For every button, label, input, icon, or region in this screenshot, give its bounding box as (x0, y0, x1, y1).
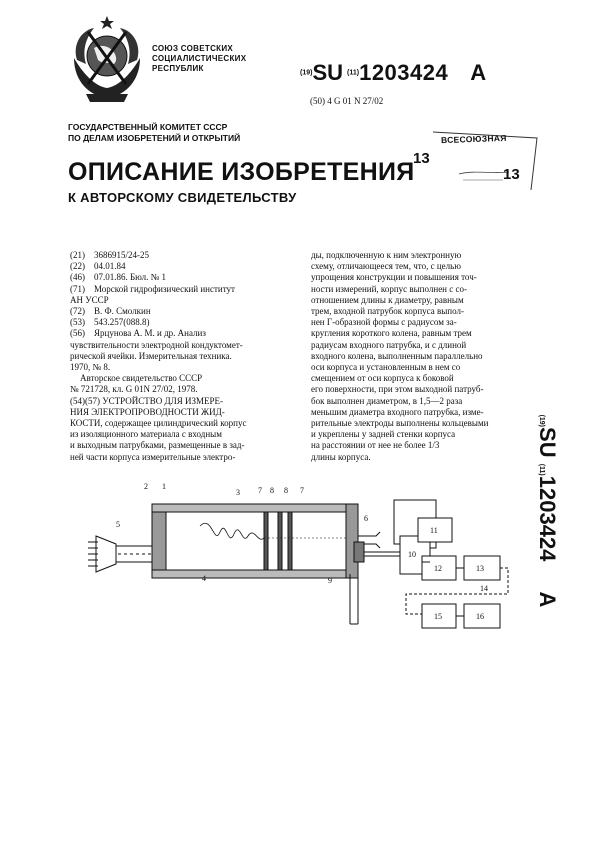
biblio-text: Ярцунова А. М. и др. Анализ (94, 328, 206, 339)
class-label: (50) 4 (310, 96, 332, 106)
biblio-text: УСТРОЙСТВО ДЛЯ ИЗМЕРЕ- (102, 395, 223, 406)
figure-label: 14 (480, 584, 488, 593)
claim-line: радиусам входного патрубка, и с длиной (311, 339, 467, 350)
stamp-number-right: 13 (503, 166, 520, 183)
figure-label: 5 (116, 520, 120, 529)
biblio-code: (53) (70, 317, 85, 328)
biblio-text: НИЯ ЭЛЕКТРОПРОВОДНОСТИ ЖИД- (70, 406, 225, 417)
number-label: (11) (347, 69, 360, 77)
biblio-line (70, 340, 300, 351)
country-line: СОЦИАЛИСТИЧЕСКИХ (152, 54, 247, 63)
claim-line: бок выполнен диаметром, в 1,5—2 раза (311, 395, 463, 406)
biblio-line (70, 407, 300, 418)
figure-label: 10 (408, 550, 416, 559)
claim-line: нен Г-образной формы с радиусом за- (311, 317, 457, 328)
biblio-line (70, 351, 300, 362)
figure-label: 6 (364, 514, 368, 523)
biblio-text: рической ячейки. Измерительная техника. (70, 350, 232, 361)
country-line: РЕСПУБЛИК (152, 64, 204, 73)
biblio-text: 04.01.84 (94, 261, 126, 272)
biblio-code: (56) (70, 328, 85, 339)
biblio-line (70, 261, 300, 272)
patent-number: 1203424 (359, 60, 449, 85)
biblio-line (70, 418, 300, 429)
biblio-text: Морской гидрофизический институт (94, 283, 235, 294)
claim-line: длины корпуса. (311, 451, 371, 462)
bibliographic-data (70, 250, 300, 463)
ussr-emblem-icon (68, 14, 146, 104)
classification-line (310, 96, 383, 106)
biblio-line (70, 250, 300, 261)
biblio-line (70, 429, 300, 440)
claim-line: рительные электроды выполнены кольцевыми (311, 418, 489, 429)
biblio-text: ней части корпуса измерительные электро- (70, 451, 236, 462)
biblio-line (70, 328, 300, 339)
claim-line: упрощения конструкции и повышения точ- (311, 272, 477, 283)
biblio-code: (46) (70, 272, 85, 283)
biblio-line (70, 295, 300, 306)
figure-label: 16 (476, 612, 484, 621)
biblio-text: чувствительности электродной кондуктомет- (70, 339, 243, 350)
figure-label: 13 (476, 564, 484, 573)
claim-line: схему, отличающееся тем, что, с целью (311, 261, 461, 272)
biblio-line (70, 317, 300, 328)
stamp-title: ВСЕСОЮЗНАЯ (440, 132, 507, 146)
biblio-line (70, 306, 300, 317)
figure-label: 9 (328, 576, 332, 585)
biblio-text: № 721728, кл. G 01N 27/02, 1978. (70, 384, 198, 395)
document-title: ОПИСАНИЕ ИЗОБРЕТЕНИЯ (68, 158, 415, 186)
claim-line: отношением длины к диаметру, равным (311, 294, 464, 305)
figure-label: 8 (270, 486, 274, 495)
claim-line: смещением от оси корпуса к боковой (311, 373, 454, 384)
biblio-code: (71) (70, 283, 85, 294)
claim-line: меньшим диаметра входного патрубка, изме- (311, 406, 484, 417)
biblio-line (70, 284, 300, 295)
class-code: G 01 N 27/02 (334, 96, 384, 106)
country-code-label: (19) (300, 69, 313, 77)
claim-line: и укреплены у задней стенки корпуса (311, 429, 456, 440)
patent-kind: A (470, 60, 487, 85)
biblio-line (70, 272, 300, 283)
biblio-text: 3686915/24-25 (94, 250, 149, 260)
biblio-text: 1970, № 8. (70, 362, 111, 373)
library-stamp (413, 130, 541, 192)
side-country-code: SU (535, 427, 560, 458)
figure-label: 11 (430, 526, 438, 535)
biblio-text: из изоляционного материала с входным (70, 429, 222, 440)
biblio-code: (22) (70, 261, 85, 272)
country-code: SU (312, 60, 344, 85)
figure-label: 7 (300, 486, 304, 495)
biblio-text: КОСТИ, содержащее цилиндрический корпус (70, 418, 247, 429)
committee-name (68, 122, 240, 144)
document-subtitle: К АВТОРСКОМУ СВИДЕТЕЛЬСТВУ (68, 190, 297, 205)
biblio-text: 543.257(088.8) (94, 317, 150, 328)
biblio-text: АН УССР (70, 294, 109, 305)
committee-line: ПО ДЕЛАМ ИЗОБРЕТЕНИЙ И ОТКРЫТИЙ (68, 133, 241, 143)
biblio-code: (21) (70, 250, 85, 260)
claim-line: ности измерений, корпус выполнен с со- (311, 283, 467, 294)
biblio-text: и выходным патрубками, размещенные в зад- (70, 440, 245, 451)
claim-line: трем, входной патрубок корпуса выпол- (311, 306, 464, 317)
figure-label: 4 (202, 574, 206, 583)
biblio-code: (54)(57) (70, 395, 100, 406)
biblio-text: В. Ф. Смолкин (94, 306, 151, 317)
biblio-line (70, 373, 300, 384)
figure-label: 3 (236, 488, 240, 497)
biblio-text: 07.01.86. Бюл. № 1 (94, 272, 166, 283)
committee-line: ГОСУДАРСТВЕННЫЙ КОМИТЕТ СССР (68, 122, 228, 132)
side-patent-number-text: 1203424 (535, 475, 560, 562)
device-drawing (88, 474, 528, 654)
side-number-label: (11) (538, 463, 545, 476)
biblio-line (70, 452, 300, 463)
biblio-text: Авторское свидетельство СССР (80, 373, 203, 384)
figure-label: 12 (434, 564, 442, 573)
stamp-number-left: 13 (413, 150, 430, 167)
side-country-code-label: (19) (538, 414, 545, 428)
figure-label: 2 (144, 482, 148, 491)
side-patent-number (532, 366, 562, 656)
biblio-line (70, 384, 300, 395)
country-name (152, 44, 246, 74)
country-line: СОЮЗ СОВЕТСКИХ (152, 44, 234, 53)
claim-line: оси корпуса и установленным в нем со (311, 362, 461, 373)
figure-label: 8 (284, 486, 288, 495)
claim-text-column (311, 250, 539, 463)
claim-line: входного колена, выполненным параллельно (311, 350, 483, 361)
biblio-line (70, 440, 300, 451)
claim-line: кругления короткого колена, равным трем (311, 328, 472, 339)
side-patent-kind: A (535, 591, 560, 608)
figure-label: 7 (258, 486, 262, 495)
patent-number-line (300, 60, 486, 86)
figure-label: 15 (434, 612, 442, 621)
claim-line: его поверхности, при этом выходной патруб- (311, 384, 484, 395)
biblio-code: (72) (70, 306, 85, 317)
biblio-line (70, 396, 300, 407)
biblio-line (70, 362, 300, 373)
figure-label: 1 (162, 482, 166, 491)
claim-line: на расстоянии от нее не более 1/3 (311, 440, 440, 451)
claim-line: ды, подключенную к ним электронную (311, 250, 462, 260)
